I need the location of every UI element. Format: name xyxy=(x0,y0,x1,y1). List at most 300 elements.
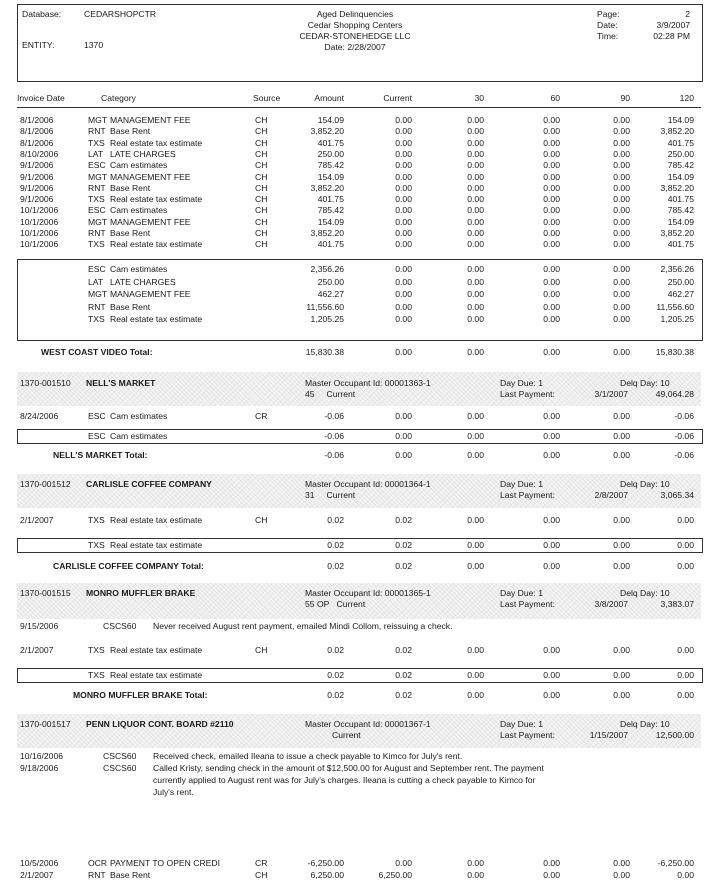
page-number: 2 xyxy=(685,9,690,19)
status-number: 45 xyxy=(305,389,315,399)
category-desc: Base Rent xyxy=(110,228,151,238)
days-90: 0.00 xyxy=(613,216,630,227)
page-label: Page: xyxy=(597,9,620,19)
days-60: 0.00 xyxy=(543,205,560,216)
invoice-date: 8/1/2006 xyxy=(20,137,54,148)
invoice-date: 8/1/2006 xyxy=(20,126,54,137)
source: CH xyxy=(255,645,268,655)
days-90: 0.00 xyxy=(613,515,630,525)
total-amount: 0.02 xyxy=(327,690,344,700)
days-120: 3,852.20 xyxy=(660,126,694,137)
amount: 401.75 xyxy=(317,239,344,250)
master-label: Master Occupant Id: xyxy=(305,479,383,489)
days-60: 0.00 xyxy=(543,264,560,274)
tenant-id: 1370-001512 xyxy=(20,479,71,489)
category-desc: MANAGEMENT FEE xyxy=(110,115,191,125)
current: 0.00 xyxy=(395,228,412,238)
total-60: 0.00 xyxy=(543,561,560,571)
amount: 462.27 xyxy=(317,289,344,299)
days-30: 0.00 xyxy=(467,182,484,193)
days-30: 0.00 xyxy=(467,515,484,525)
days-60: 0.00 xyxy=(543,301,560,312)
table-row xyxy=(0,870,709,881)
amount: 0.02 xyxy=(327,670,344,680)
tenant-id: 1370-001510 xyxy=(20,378,71,388)
days-90: 0.00 xyxy=(613,276,630,287)
days-60: 0.00 xyxy=(543,239,560,250)
source: CH xyxy=(255,115,268,125)
last-payment-label: Last Payment: xyxy=(500,490,555,500)
days-120: 154.09 xyxy=(667,115,694,125)
days-60: 0.00 xyxy=(543,126,560,137)
category-code: ESC xyxy=(88,160,106,171)
days-120: 250.00 xyxy=(667,148,694,159)
note-date: 9/15/2006 xyxy=(20,621,59,631)
category-code: LAT xyxy=(88,148,104,159)
days-30: 0.00 xyxy=(467,670,484,680)
category-desc: Real estate tax estimate xyxy=(110,239,203,250)
invoice-date: 8/24/2006 xyxy=(20,411,59,421)
day-due: 1 xyxy=(538,479,543,489)
category-desc: Real estate tax estimate xyxy=(110,540,203,550)
current: 0.00 xyxy=(395,301,412,312)
category-code: ESC xyxy=(88,431,106,441)
total-30: 0.00 xyxy=(467,347,484,357)
days-90: 0.00 xyxy=(613,540,630,550)
days-120: 3,852.20 xyxy=(660,182,694,193)
company-name: Cedar Shopping Centers xyxy=(307,20,403,30)
total-current: 0.00 xyxy=(395,450,412,460)
days-30: 0.00 xyxy=(467,239,484,250)
note-code: CSCS60 xyxy=(103,763,137,773)
total-amount: 15,830.38 xyxy=(305,347,344,357)
monro-detail-row xyxy=(0,645,709,656)
total-30: 0.00 xyxy=(467,450,484,460)
table-row xyxy=(0,149,709,160)
days-60: 0.00 xyxy=(543,171,560,182)
nells-summary-row xyxy=(0,431,709,442)
total-120: -0.06 xyxy=(674,450,694,460)
monro-summary-row xyxy=(0,670,709,681)
delq-day-label: Delq Day: xyxy=(620,588,658,598)
days-90: 0.00 xyxy=(613,858,630,868)
category-code: TXS xyxy=(88,239,105,250)
total-current: 0.02 xyxy=(395,561,412,571)
category-code: RNT xyxy=(88,228,106,238)
last-payment-label: Last Payment: xyxy=(500,599,555,609)
current: 0.00 xyxy=(395,148,412,159)
days-90: 0.00 xyxy=(613,148,630,159)
days-90: 0.00 xyxy=(613,182,630,193)
amount: -0.06 xyxy=(324,431,344,441)
last-payment-amount: 49,064.28 xyxy=(655,389,694,399)
total-30: 0.00 xyxy=(467,690,484,700)
current: 0.00 xyxy=(395,126,412,137)
category-desc: PAYMENT TO OPEN CREDI xyxy=(110,858,220,868)
current: 0.00 xyxy=(395,194,412,205)
day-due-label: Day Due: xyxy=(500,479,536,489)
table-row xyxy=(0,115,709,126)
days-60: 0.00 xyxy=(543,194,560,205)
category-code: MGT xyxy=(88,115,108,125)
days-90: 0.00 xyxy=(613,205,630,216)
invoice-date: 9/1/2006 xyxy=(20,171,54,182)
category-desc: Real estate tax estimate xyxy=(110,314,203,324)
amount: 154.09 xyxy=(317,115,344,125)
total-label: NELL'S MARKET Total: xyxy=(53,450,148,460)
days-60: 0.00 xyxy=(543,314,560,324)
category-code: TXS xyxy=(88,314,105,324)
day-due: 1 xyxy=(538,719,543,729)
source: CH xyxy=(255,205,268,216)
amount: 3,852.20 xyxy=(310,228,344,238)
amount: 250.00 xyxy=(317,276,344,287)
header-rule xyxy=(17,107,701,108)
days-30: 0.00 xyxy=(467,264,484,274)
current: 0.00 xyxy=(395,276,412,287)
current: 0.00 xyxy=(395,205,412,216)
invoice-date: 8/10/2006 xyxy=(20,148,59,159)
status-number: 31 xyxy=(305,490,315,500)
days-120: 154.09 xyxy=(667,171,694,182)
source: CH xyxy=(255,870,268,880)
source: CR xyxy=(255,411,268,421)
category-code: TXS xyxy=(88,670,105,680)
master-id: 00001367-1 xyxy=(384,719,431,729)
amount: -6,250.00 xyxy=(307,858,344,868)
days-120: 11,556.60 xyxy=(656,301,694,312)
category-code: TXS xyxy=(88,540,105,550)
amount: 785.42 xyxy=(317,160,344,171)
amount: 2,356.26 xyxy=(310,264,344,274)
days-30: 0.00 xyxy=(467,216,484,227)
invoice-date: 8/1/2006 xyxy=(20,115,54,125)
print-date: 3/9/2007 xyxy=(656,20,690,30)
current: 0.00 xyxy=(395,160,412,171)
total-label: MONRO MUFFLER BRAKE Total: xyxy=(73,690,208,700)
days-120: 0.00 xyxy=(677,670,694,680)
tenant-name: CARLISLE COFFEE COMPANY xyxy=(86,479,212,489)
table-row xyxy=(0,239,709,250)
days-60: 0.00 xyxy=(543,431,560,441)
master-id: 00001364-1 xyxy=(384,479,431,489)
total-60: 0.00 xyxy=(543,450,560,460)
last-payment-amount: 3,065.34 xyxy=(660,490,694,500)
master-label: Master Occupant Id: xyxy=(305,378,383,388)
amount: 0.02 xyxy=(327,645,344,655)
days-90: 0.00 xyxy=(613,126,630,137)
days-90: 0.00 xyxy=(613,194,630,205)
day-due-label: Day Due: xyxy=(500,378,536,388)
days-60: 0.00 xyxy=(543,228,560,238)
tenant-name: PENN LIQUOR CONT. BOARD #2110 xyxy=(86,719,234,729)
category-code: MGT xyxy=(88,289,108,299)
days-60: 0.00 xyxy=(543,276,560,287)
category-code: ESC xyxy=(88,264,106,274)
days-120: 0.00 xyxy=(677,515,694,525)
current: 0.02 xyxy=(395,670,412,680)
days-30: 0.00 xyxy=(467,160,484,171)
days-30: 0.00 xyxy=(467,314,484,324)
invoice-date: 2/1/2007 xyxy=(20,870,54,880)
days-90: 0.00 xyxy=(613,645,630,655)
total-label: CARLISLE COFFEE COMPANY Total: xyxy=(53,561,204,571)
delq-day-label: Delq Day: xyxy=(620,378,658,388)
property-name: CEDAR-STONEHEDGE LLC xyxy=(299,31,411,41)
total-60: 0.00 xyxy=(543,690,560,700)
category-desc: Base Rent xyxy=(110,870,151,880)
print-time-label: Time: xyxy=(597,31,619,41)
table-row xyxy=(0,183,709,194)
amount: 154.09 xyxy=(317,171,344,182)
invoice-date: 10/1/2006 xyxy=(20,228,59,238)
table-row xyxy=(0,138,709,149)
category-desc: Cam estimates xyxy=(110,411,168,421)
day-due: 1 xyxy=(538,378,543,388)
days-90: 0.00 xyxy=(613,137,630,148)
col-source: Source xyxy=(253,93,281,103)
days-60: 0.00 xyxy=(543,137,560,148)
days-120: 462.27 xyxy=(667,289,694,299)
entity-value: 1370 xyxy=(84,40,104,50)
carlisle-total-row xyxy=(0,561,709,572)
category-desc: Cam estimates xyxy=(110,431,168,441)
source: CH xyxy=(255,137,268,148)
category-code: ESC xyxy=(88,411,106,421)
category-code: MGT xyxy=(88,216,108,227)
days-30: 0.00 xyxy=(467,205,484,216)
invoice-date: 2/1/2007 xyxy=(20,515,54,525)
note-text: July's rent. xyxy=(153,787,194,797)
amount: 154.09 xyxy=(317,216,344,227)
category-desc: MANAGEMENT FEE xyxy=(110,216,191,227)
days-120: 0.00 xyxy=(677,870,694,880)
days-60: 0.00 xyxy=(543,540,560,550)
delq-day: 10 xyxy=(660,479,670,489)
invoice-date: 10/1/2006 xyxy=(20,205,59,216)
days-90: 0.00 xyxy=(613,264,630,274)
amount: 6,250.00 xyxy=(310,870,344,880)
current: 0.00 xyxy=(395,289,412,299)
table-row xyxy=(0,858,709,869)
days-30: 0.00 xyxy=(467,276,484,287)
total-current: 0.02 xyxy=(395,690,412,700)
days-60: 0.00 xyxy=(543,515,560,525)
invoice-date: 10/1/2006 xyxy=(20,216,59,227)
total-90: 0.00 xyxy=(613,347,630,357)
col-90: 90 xyxy=(620,93,630,103)
report-date: Date: 2/28/2007 xyxy=(324,42,386,52)
days-60: 0.00 xyxy=(543,858,560,868)
report-title: Aged Delinquencies xyxy=(316,9,394,19)
total-90: 0.00 xyxy=(613,690,630,700)
source: CH xyxy=(255,228,268,238)
days-90: 0.00 xyxy=(613,115,630,125)
days-30: 0.00 xyxy=(467,126,484,137)
amount: 0.02 xyxy=(327,515,344,525)
last-payment-label: Last Payment: xyxy=(500,389,555,399)
total-amount: -0.06 xyxy=(324,450,344,460)
master-id: 00001363-1 xyxy=(384,378,431,388)
days-60: 0.00 xyxy=(543,160,560,171)
days-30: 0.00 xyxy=(467,540,484,550)
summary-row xyxy=(0,302,709,313)
print-time: 02:28 PM xyxy=(653,31,690,41)
amount: 11,556.60 xyxy=(306,301,344,312)
delq-day-label: Delq Day: xyxy=(620,479,658,489)
current: 0.00 xyxy=(395,411,412,421)
nells-detail-row xyxy=(0,411,709,422)
current: 0.00 xyxy=(395,137,412,148)
days-60: 0.00 xyxy=(543,115,560,125)
category-desc: Real estate tax estimate xyxy=(110,194,203,205)
days-30: 0.00 xyxy=(467,645,484,655)
note-text: Never received August rent payment, emailed Mindi Collom, reissuing a check. xyxy=(153,621,453,631)
day-due-label: Day Due: xyxy=(500,719,536,729)
days-90: 0.00 xyxy=(613,289,630,299)
days-90: 0.00 xyxy=(613,870,630,880)
days-120: -6,250.00 xyxy=(657,858,694,868)
days-60: 0.00 xyxy=(543,182,560,193)
invoice-date: 9/1/2006 xyxy=(20,194,54,205)
days-30: 0.00 xyxy=(467,115,484,125)
category-desc: Real estate tax estimate xyxy=(110,137,203,148)
days-90: 0.00 xyxy=(613,431,630,441)
invoice-date: 2/1/2007 xyxy=(20,645,54,655)
monro-total-row xyxy=(0,690,709,701)
summary-row xyxy=(0,264,709,275)
col-60: 60 xyxy=(550,93,560,103)
days-120: 401.75 xyxy=(667,194,694,205)
total-90: 0.00 xyxy=(613,450,630,460)
note-text: Called Kristy, sending check in the amount of $12,500.00 for August and September rent. The payment xyxy=(153,763,544,773)
days-90: 0.00 xyxy=(613,314,630,324)
current: 0.00 xyxy=(395,115,412,125)
days-120: -0.06 xyxy=(674,431,694,441)
days-30: 0.00 xyxy=(467,137,484,148)
invoice-date: 10/5/2006 xyxy=(20,858,59,868)
category-desc: Cam estimates xyxy=(110,205,168,216)
total-label: WEST COAST VIDEO Total: xyxy=(41,347,153,357)
invoice-date: 9/1/2006 xyxy=(20,160,54,171)
category-desc: LATE CHARGES xyxy=(110,148,176,159)
days-120: 154.09 xyxy=(667,216,694,227)
category-code: OCR xyxy=(88,858,108,868)
days-60: 0.00 xyxy=(543,289,560,299)
current-label: Current xyxy=(326,490,356,500)
days-30: 0.00 xyxy=(467,301,484,312)
days-30: 0.00 xyxy=(467,148,484,159)
days-90: 0.00 xyxy=(613,160,630,171)
amount: 250.00 xyxy=(317,148,344,159)
source: CH xyxy=(255,126,268,137)
status-number: 55 OP xyxy=(305,599,330,609)
tenant-name: NELL'S MARKET xyxy=(86,378,156,388)
category-desc: MANAGEMENT FEE xyxy=(110,171,191,182)
amount: 3,852.20 xyxy=(310,126,344,137)
amount: -0.06 xyxy=(324,411,344,421)
note-text: Received check, emailed Ileana to issue a check payable to Kimco for July's rent. xyxy=(153,751,463,761)
total-30: 0.00 xyxy=(467,561,484,571)
current-label: Current xyxy=(336,599,366,609)
last-payment-label: Last Payment: xyxy=(500,730,555,740)
last-payment-amount: 12,500.00 xyxy=(655,730,694,740)
total-current: 0.00 xyxy=(395,347,412,357)
last-payment-date: 1/15/2007 xyxy=(589,730,628,740)
category-desc: Real estate tax estimate xyxy=(110,670,203,680)
entity-label: ENTITY: xyxy=(22,40,55,50)
category-desc: MANAGEMENT FEE xyxy=(110,289,191,299)
col-120: 120 xyxy=(679,93,694,103)
days-120: 1,205.25 xyxy=(660,314,694,324)
tenant-id: 1370-001515 xyxy=(20,588,71,598)
category-desc: Base Rent xyxy=(110,182,151,193)
west-coast-total-row xyxy=(0,347,709,358)
current: 6,250.00 xyxy=(378,870,412,880)
days-120: 785.42 xyxy=(667,205,694,216)
total-120: 0.00 xyxy=(677,561,694,571)
delq-day: 10 xyxy=(660,588,670,598)
tenant-id: 1370-001517 xyxy=(20,719,71,729)
source: CH xyxy=(255,148,268,159)
amount: 785.42 xyxy=(317,205,344,216)
days-60: 0.00 xyxy=(543,645,560,655)
category-desc: Base Rent xyxy=(110,126,151,137)
database-value: CEDARSHOPCTR xyxy=(84,9,157,19)
days-90: 0.00 xyxy=(613,171,630,182)
note-text: currently applied to August rent was for July's charges. Ileana is cutting a check payable to Kimco for xyxy=(153,775,536,785)
col-30: 30 xyxy=(474,93,484,103)
days-120: 0.00 xyxy=(677,645,694,655)
summary-row xyxy=(0,277,709,288)
note-code: CSCS60 xyxy=(103,621,137,631)
invoice-date: 10/1/2006 xyxy=(20,239,59,250)
source: CH xyxy=(255,160,268,171)
days-120: 401.75 xyxy=(667,239,694,250)
current: 0.00 xyxy=(395,431,412,441)
category-code: TXS xyxy=(88,194,105,205)
last-payment-date: 3/8/2007 xyxy=(594,599,628,609)
day-due-label: Day Due: xyxy=(500,588,536,598)
category-desc: Cam estimates xyxy=(110,160,168,171)
total-amount: 0.02 xyxy=(327,561,344,571)
col-category: Category xyxy=(101,93,136,103)
category-code: ESC xyxy=(88,205,106,216)
table-row xyxy=(0,228,709,239)
amount: 401.75 xyxy=(317,137,344,148)
delq-day: 10 xyxy=(660,719,670,729)
current: 0.02 xyxy=(395,540,412,550)
days-120: -0.06 xyxy=(674,411,694,421)
current: 0.00 xyxy=(395,182,412,193)
category-desc: LATE CHARGES xyxy=(110,276,176,287)
days-30: 0.00 xyxy=(467,870,484,880)
source: CH xyxy=(255,171,268,182)
category-desc: Real estate tax estimate xyxy=(110,515,203,525)
days-90: 0.00 xyxy=(613,411,630,421)
days-30: 0.00 xyxy=(467,411,484,421)
invoice-date: 9/1/2006 xyxy=(20,182,54,193)
table-row xyxy=(0,126,709,137)
category-code: TXS xyxy=(88,645,105,655)
days-60: 0.00 xyxy=(543,411,560,421)
category-code: RNT xyxy=(88,301,106,312)
summary-row xyxy=(0,289,709,300)
col-invoice-date: Invoice Date xyxy=(17,93,65,103)
nells-total-row xyxy=(0,450,709,461)
days-120: 2,356.26 xyxy=(660,264,694,274)
category-code: MGT xyxy=(88,171,108,182)
